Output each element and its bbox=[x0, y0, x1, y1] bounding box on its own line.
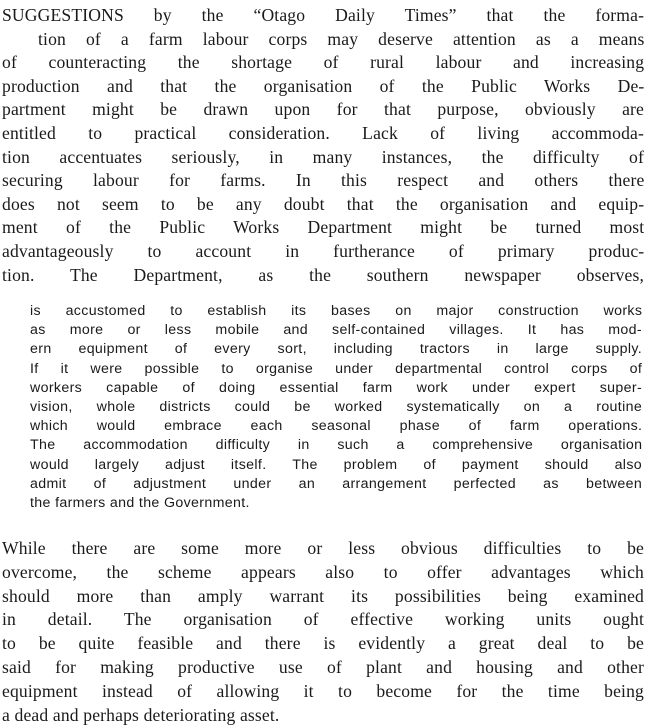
text-line: said for making productive use of plant and housing and other bbox=[2, 656, 644, 677]
quote-line: is accustomed to establish its bases on major construction works bbox=[30, 303, 643, 319]
text-line: entitled to practical consideration. Lack of living accommoda- bbox=[2, 122, 645, 143]
text-line: tion. The Department, as the southern newspaper observes, bbox=[2, 264, 644, 285]
closing-paragraph bbox=[2, 537, 644, 727]
text-line: production and that the organisation of the Public Works De- bbox=[2, 75, 645, 96]
text-line: SUGGESTIONS by the “Otago Daily Times” that the forma- bbox=[2, 5, 645, 25]
quote-line: would largely adjust itself. The problem of payment should also bbox=[30, 456, 642, 473]
quoted-passage bbox=[30, 302, 642, 513]
text-line: in detail. The organisation of effective working units ought bbox=[2, 609, 644, 630]
quote-line: which would embrace each seasonal phase of farm operations. bbox=[30, 418, 643, 435]
text-line: While there are some more or less obvious difficulties to be bbox=[2, 538, 644, 558]
text-line: partment might be drawn upon for that purpose, obviously are bbox=[2, 99, 644, 120]
text-line: overcome, the scheme appears also to offer advantages which bbox=[2, 561, 644, 582]
text-line: of counteracting the shortage of rural labour and increasing bbox=[2, 52, 645, 73]
quote-line: the farmers and the Government. bbox=[30, 495, 250, 512]
quote-line: If it were possible to organise under departmental control corps of bbox=[30, 360, 643, 377]
text-line: advantageously to account in furtherance of primary produc- bbox=[2, 240, 645, 261]
opening-paragraph bbox=[2, 4, 644, 287]
text-line: a dead and perhaps deteriorating asset. bbox=[2, 704, 280, 725]
text-line: tion of a farm labour corps may deserve attention as a means bbox=[38, 28, 645, 49]
text-line: tion accentuates seriously, in many instances, the difficulty of bbox=[2, 146, 644, 167]
text-line: ment of the Public Works Department might be turned most bbox=[2, 217, 645, 238]
quote-line: The accommodation difficulty in such a comprehensive organisation bbox=[30, 437, 643, 454]
text-line: does not seem to be any doubt that the organisation and equip- bbox=[2, 193, 645, 214]
text-line: to be quite feasible and there is evidently a great deal to be bbox=[2, 633, 644, 654]
text-line: equipment instead of allowing it to become for the time being bbox=[2, 680, 644, 701]
quote-line: admit of adjustment under an arrangement perfected as between bbox=[30, 475, 643, 492]
quote-line: ern equipment of every sort, including tractors in large supply. bbox=[30, 341, 642, 358]
quote-line: workers capable of doing essential farm work under expert super- bbox=[30, 379, 643, 396]
quote-line: vision, whole districts could be worked systematically on a routine bbox=[30, 399, 643, 416]
text-line: securing labour for farms. In this respect and others there bbox=[2, 170, 645, 191]
text-line: should more than amply warrant its possibilities being examined bbox=[2, 585, 644, 606]
quote-line: as more or less mobile and self-contained villages. It has mod- bbox=[30, 322, 642, 339]
